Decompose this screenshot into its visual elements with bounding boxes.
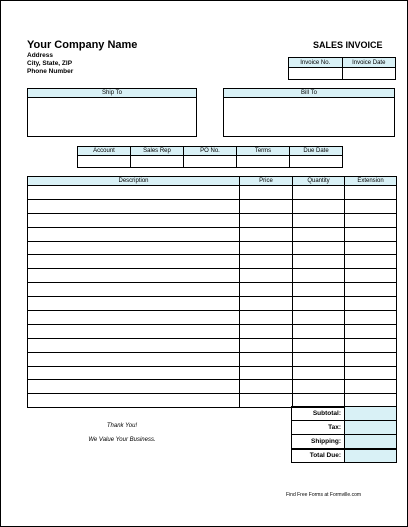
price-cell[interactable]: [240, 338, 293, 352]
totals-table: [291, 406, 397, 463]
extension-cell[interactable]: [345, 213, 397, 227]
due-date-field[interactable]: [290, 156, 343, 168]
ship-to-box: [27, 88, 197, 137]
table-row: [28, 269, 397, 283]
company-city-state-zip: City, State, ZIP: [27, 60, 73, 67]
description-cell[interactable]: [28, 199, 240, 213]
price-cell[interactable]: [240, 227, 293, 241]
quantity-cell[interactable]: [293, 324, 345, 338]
shipping-label: Shipping:: [292, 435, 345, 449]
shipping-field[interactable]: [345, 435, 397, 449]
description-cell[interactable]: [28, 297, 240, 311]
price-cell[interactable]: [240, 324, 293, 338]
subtotal-label: Subtotal:: [292, 407, 345, 421]
extension-cell[interactable]: [345, 297, 397, 311]
price-cell[interactable]: [240, 366, 293, 380]
sales-rep-label: Sales Rep: [131, 147, 184, 156]
description-cell[interactable]: [28, 352, 240, 366]
description-cell[interactable]: [28, 269, 240, 283]
description-cell[interactable]: [28, 366, 240, 380]
extension-cell[interactable]: [345, 352, 397, 366]
extension-cell[interactable]: [345, 311, 397, 325]
description-cell[interactable]: [28, 394, 240, 408]
price-cell[interactable]: [240, 199, 293, 213]
quantity-cell[interactable]: [293, 297, 345, 311]
invoice-date-label: Invoice Date: [342, 58, 396, 68]
account-field[interactable]: [78, 156, 131, 168]
quantity-cell[interactable]: [293, 227, 345, 241]
price-header: Price: [240, 177, 293, 186]
quantity-cell[interactable]: [293, 311, 345, 325]
price-cell[interactable]: [240, 297, 293, 311]
table-row: [28, 283, 397, 297]
table-row: [28, 199, 397, 213]
table-row: [28, 352, 397, 366]
quantity-cell[interactable]: [293, 213, 345, 227]
price-cell[interactable]: [240, 394, 293, 408]
extension-cell[interactable]: [345, 241, 397, 255]
description-cell[interactable]: [28, 186, 240, 200]
terms-field[interactable]: [237, 156, 290, 168]
description-cell[interactable]: [28, 338, 240, 352]
extension-header: Extension: [345, 177, 397, 186]
quantity-cell[interactable]: [293, 186, 345, 200]
quantity-cell[interactable]: [293, 338, 345, 352]
table-row: [28, 227, 397, 241]
footer-credit: Find Free Forms at Formville.com: [286, 492, 362, 498]
price-cell[interactable]: [240, 269, 293, 283]
bill-to-field[interactable]: [224, 98, 394, 136]
value-message: We Value Your Business.: [88, 437, 156, 443]
price-cell[interactable]: [240, 380, 293, 394]
tax-field[interactable]: [345, 421, 397, 435]
description-cell[interactable]: [28, 380, 240, 394]
table-row: [28, 380, 397, 394]
bill-to-label: Bill To: [224, 89, 394, 98]
ship-to-field[interactable]: [28, 98, 196, 136]
table-row: [28, 186, 397, 200]
line-items-table: [27, 176, 397, 408]
quantity-cell[interactable]: [293, 255, 345, 269]
price-cell[interactable]: [240, 311, 293, 325]
quantity-cell[interactable]: [293, 283, 345, 297]
quantity-cell[interactable]: [293, 366, 345, 380]
extension-cell[interactable]: [345, 366, 397, 380]
company-address: Address: [27, 52, 54, 59]
extension-cell[interactable]: [345, 255, 397, 269]
table-row: [28, 213, 397, 227]
invoice-date-field[interactable]: [342, 68, 396, 80]
description-cell[interactable]: [28, 227, 240, 241]
description-header: Description: [28, 177, 240, 186]
thank-you-message: Thank You!: [106, 423, 138, 429]
sales-rep-field[interactable]: [131, 156, 184, 168]
quantity-cell[interactable]: [293, 241, 345, 255]
invoice-number-label: Invoice No.: [289, 58, 343, 68]
quantity-cell[interactable]: [293, 199, 345, 213]
description-cell[interactable]: [28, 241, 240, 255]
extension-cell[interactable]: [345, 199, 397, 213]
table-row: [28, 297, 397, 311]
terms-label: Terms: [237, 147, 290, 156]
extension-cell[interactable]: [345, 380, 397, 394]
table-row: [28, 241, 397, 255]
extension-cell[interactable]: [345, 324, 397, 338]
extension-cell[interactable]: [345, 269, 397, 283]
company-name: Your Company Name: [27, 39, 138, 51]
po-number-field[interactable]: [184, 156, 237, 168]
description-cell[interactable]: [28, 213, 240, 227]
price-cell[interactable]: [240, 186, 293, 200]
description-cell[interactable]: [28, 283, 240, 297]
invoice-number-date-table: [288, 57, 396, 80]
total-due-field[interactable]: [345, 449, 397, 463]
subtotal-field[interactable]: [345, 407, 397, 421]
bill-to-box: [223, 88, 395, 137]
order-info-table: [77, 146, 343, 168]
quantity-cell[interactable]: [293, 352, 345, 366]
table-row: [28, 311, 397, 325]
price-cell[interactable]: [240, 241, 293, 255]
table-row: [28, 324, 397, 338]
price-cell[interactable]: [240, 352, 293, 366]
total-due-label: Total Due:: [292, 449, 345, 463]
po-number-label: PO No.: [184, 147, 237, 156]
company-phone: Phone Number: [27, 68, 74, 75]
extension-cell[interactable]: [345, 186, 397, 200]
description-cell[interactable]: [28, 324, 240, 338]
price-cell[interactable]: [240, 283, 293, 297]
extension-cell[interactable]: [345, 283, 397, 297]
extension-cell[interactable]: [345, 227, 397, 241]
due-date-label: Due Date: [290, 147, 343, 156]
quantity-cell[interactable]: [293, 380, 345, 394]
price-cell[interactable]: [240, 213, 293, 227]
table-row: [28, 366, 397, 380]
table-row: [28, 338, 397, 352]
invoice-title: SALES INVOICE: [313, 40, 383, 50]
table-row: [28, 255, 397, 269]
quantity-cell[interactable]: [293, 269, 345, 283]
invoice-number-field[interactable]: [289, 68, 343, 80]
price-cell[interactable]: [240, 255, 293, 269]
description-cell[interactable]: [28, 255, 240, 269]
account-label: Account: [78, 147, 131, 156]
tax-label: Tax:: [292, 421, 345, 435]
ship-to-label: Ship To: [28, 89, 196, 98]
quantity-header: Quantity: [293, 177, 345, 186]
extension-cell[interactable]: [345, 338, 397, 352]
description-cell[interactable]: [28, 311, 240, 325]
